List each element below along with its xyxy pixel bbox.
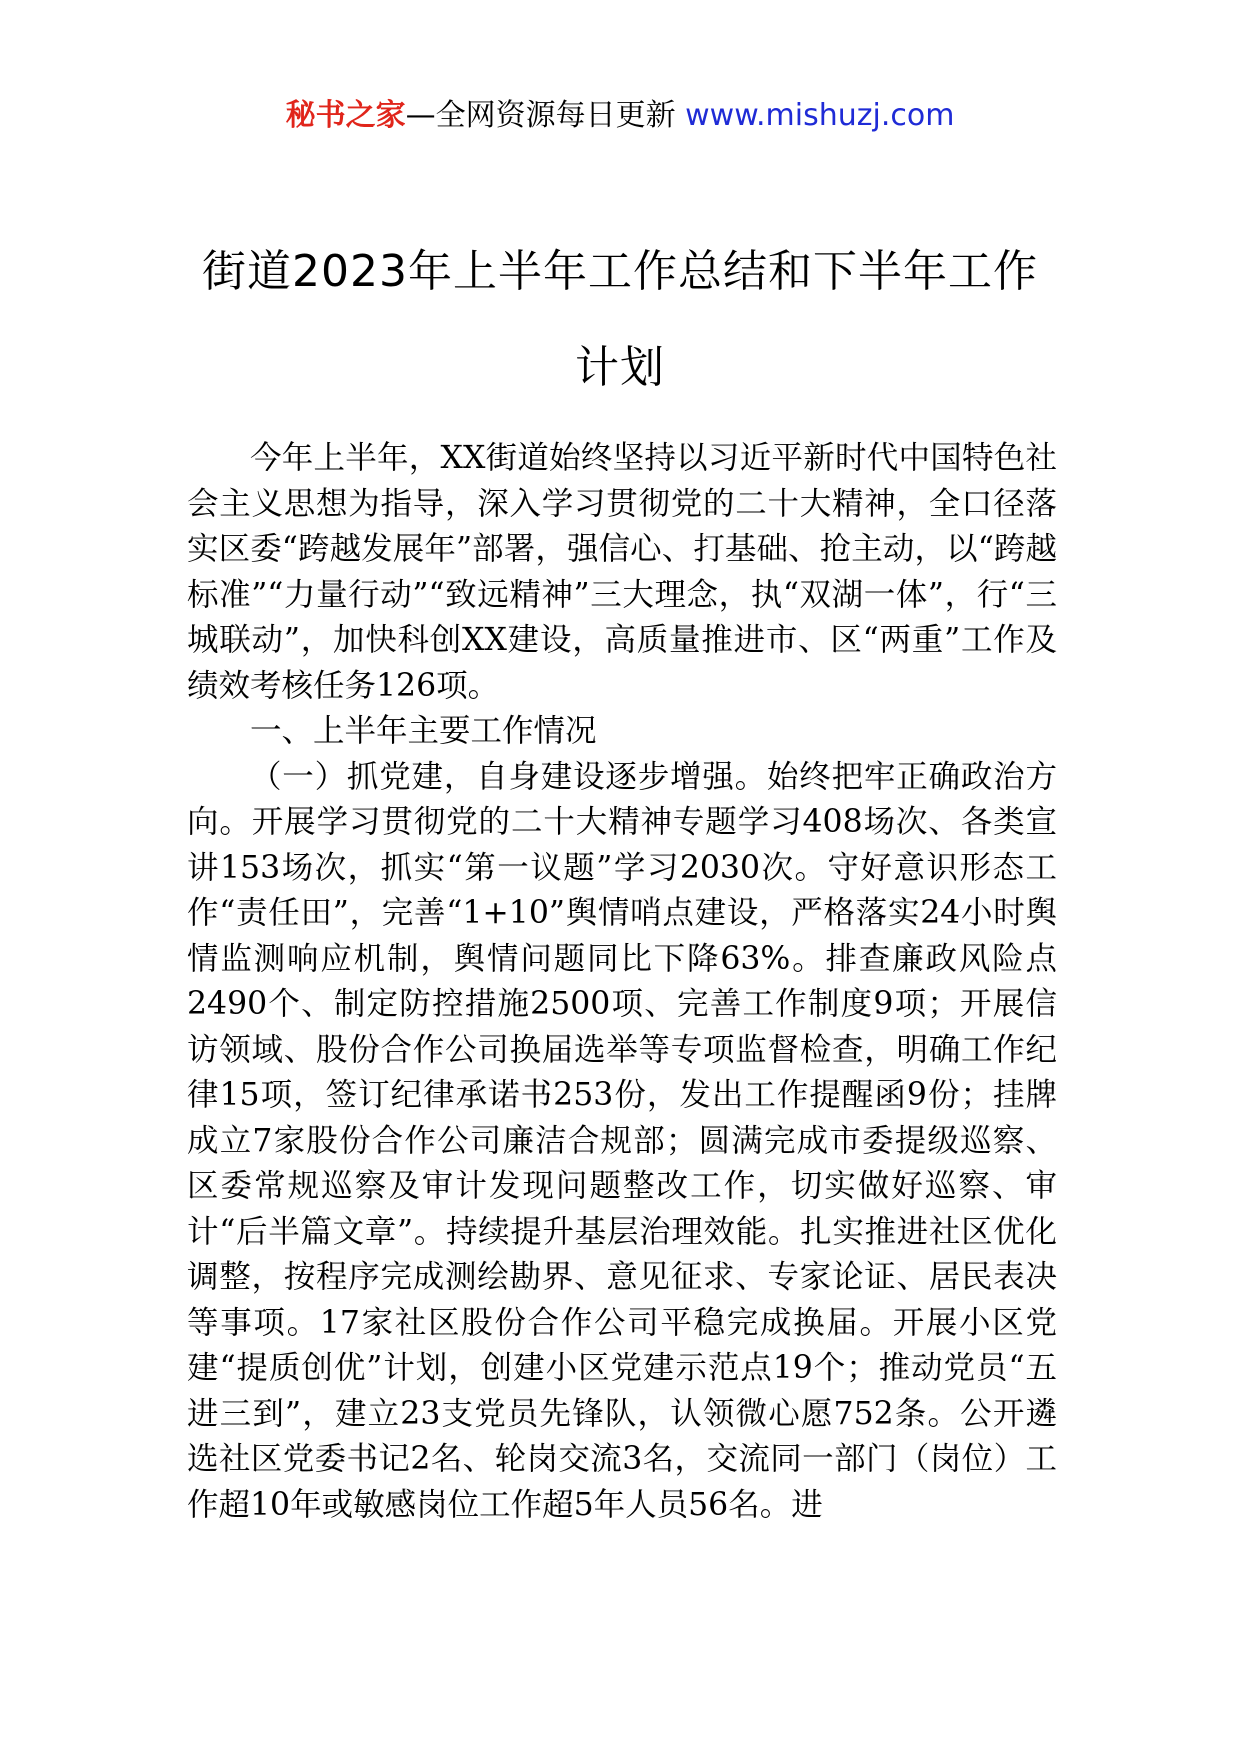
section-heading: 一、上半年主要工作情况 [250,713,597,749]
site-header [0,96,1240,136]
page-title [150,224,1090,416]
title-line-2: 计划 [575,342,665,393]
title-line-1: 街道2023年上半年工作总结和下半年工作 [202,246,1038,297]
brand-name: 秘书之家 [285,98,406,133]
party-building-paragraph: （一）抓党建，自身建设逐步增强。始终把牢正确政治方向。开展学习贯彻党的二十大精神专题学习408场次、各类宣讲153场次，抓实“第一议题”学习2030次。守好意识形态工作“责任田”，完善“1+10”舆情哨点建设，严格落实24小时舆情监测响应机制，舆情问题同比下降63%。排查廉政风险点2490个、制定防控措施2500项、完善工作制度9项；开展信访领域、股份合作公司换届选举等专项监督检查，明确工作纪律15项，签订纪律承诺书253份，发出工作提醒函9份；挂牌成立7家股份合作公司廉洁合规部；圆满完成市委提级巡察、区委常规巡察及审计发现问题整改工作，切实做好巡察、审计“后半篇文章”。持续提升基层治理效能。扎实推进社区优化调整，按程序完成测绘勘界、意见征求、专家论证、居民表决等事项。17家社区股份合作公司平稳完成换届。开展小区党建“提质创优”计划，创建小区党建示范点19个；推动党员“五进三到”，建立23支党员先锋队，认领微心愿752条。公开遴选社区党委书记2名、轮岗交流3名，交流同一部门（岗位）工作超10年或敏感岗位工作超5年人员56名。进 [187,758,1057,1523]
header-tagline: —全网资源每日更新 [405,98,676,133]
intro-paragraph: 今年上半年，XX街道始终坚持以习近平新时代中国特色社会主义思想为指导，深入学习贯彻党的二十大精神，全口径落实区委“跨越发展年”部署，强信心、打基础、抢主动，以“跨越标准”“力量行动”“致远精神”三大理念，执“双湖一体”，行“三城联动”，加快科创XX建设，高质量推进市、区“两重”工作及绩效考核任务126项。 [187,440,1057,704]
site-url-link[interactable]: www.mishuzj.com [685,98,955,133]
document-body [187,436,1057,1528]
